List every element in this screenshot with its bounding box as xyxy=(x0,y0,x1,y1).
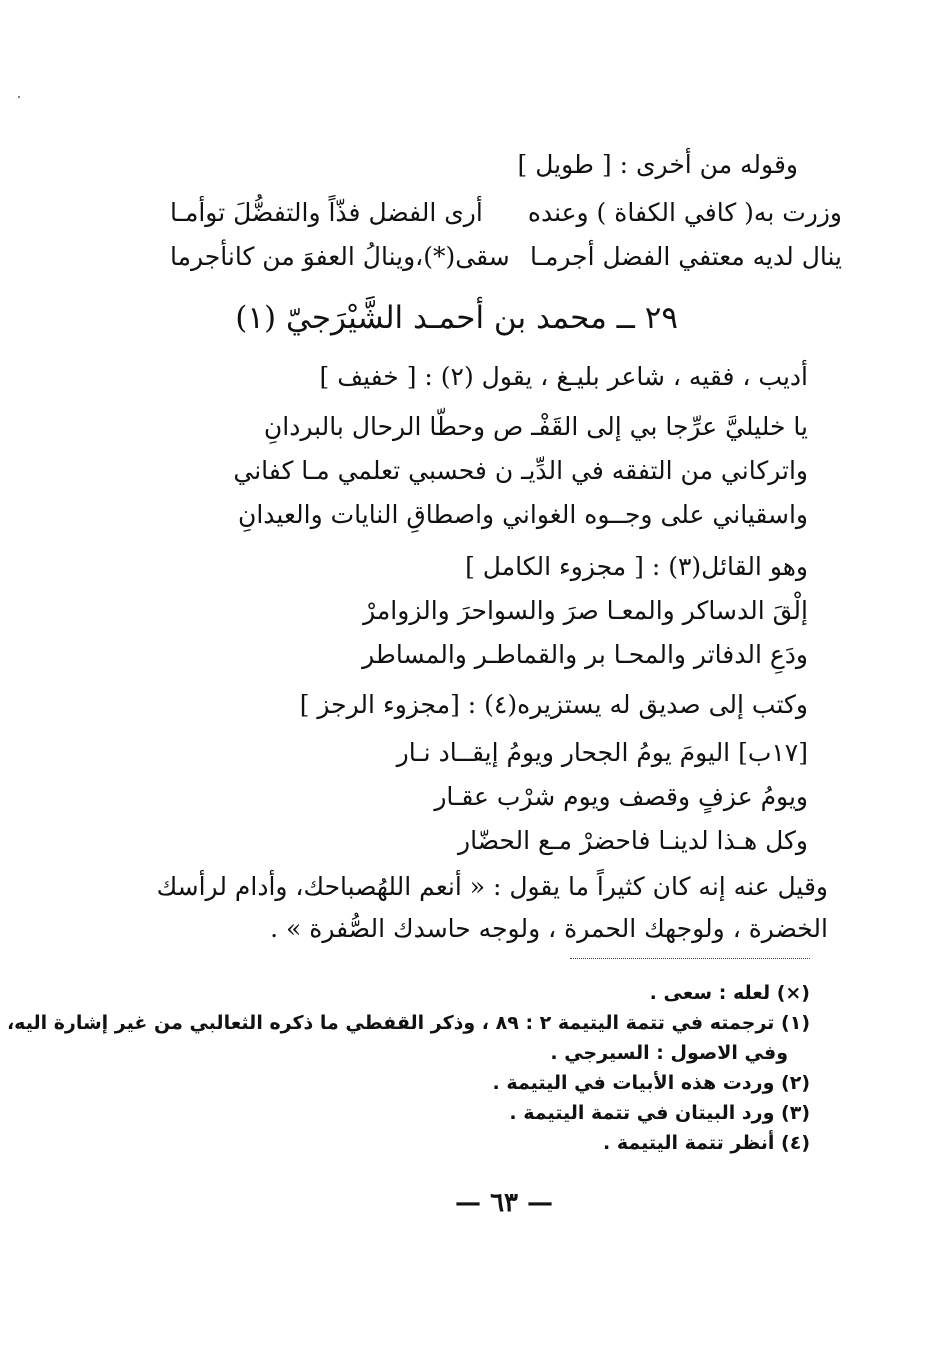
footnote-3: (٣) ورد البيتان في تتمة اليتيمة . xyxy=(509,1102,810,1124)
page-number: — ٦٣ — xyxy=(455,1188,554,1218)
poem4-verse-1: [١٧ب] اليومَ يومُ الجحار ويومُ إيقــاد نـار xyxy=(396,738,808,767)
poem1-verse-1 xyxy=(170,198,842,242)
footnote-1: (١) ترجمته في تتمة اليتيمة ٢ : ٨٩ ، وذكر القفطي ما ذكره الثعالبي من غير إشارة اليه، xyxy=(6,1012,810,1034)
bio-line: أديب ، فقيه ، شاعر بليـغ ، يقول (٢) : [ خفيف ] xyxy=(319,362,808,391)
prose-line-2: الخضرة ، ولوجهك الحمرة ، ولوجه حاسدك الصُّفرة » . xyxy=(270,914,828,943)
footnote-2: (٢) وردت هذه الأبيات في اليتيمة . xyxy=(492,1072,810,1094)
hemistich-second: سقى(*)،وينالُ العفوَ من كانأجرما xyxy=(170,242,510,271)
poem2-verse-3: واسقياني على وجــوه الغواني واصطاقِ النايات والعيدانِ xyxy=(237,500,808,529)
poem2-verse-2: واتركاني من التفقه في الدِّيـ ن فحسبي تعلمي مـا كفاني xyxy=(233,456,808,485)
intro-line: وقوله من أخرى : [ طويل ] xyxy=(517,150,798,179)
footnote-x: (×) لعله : سعى . xyxy=(649,982,810,1004)
hemistich-first: وزرت به( كافي الكفاة ) وعنده xyxy=(527,198,842,227)
prose-line-1: وقيل عنه إنه كان كثيراً ما يقول : « أنعم اللهُصباحك، وأدام لرأسك xyxy=(156,872,828,901)
intro-4: وكتب إلى صديق له يستزيره(٤) : [مجزوء الرجز ] xyxy=(299,690,808,719)
intro-3: وهو القائل(٣) : [ مجزوء الكامل ] xyxy=(465,552,808,581)
poem3-verse-1: إلْقَ الدساكر والمعـا صرَ والسواحرَ والزوامرْ xyxy=(363,596,808,625)
poem4-verse-3: وكل هـذا لدينـا فاحضرْ مـع الحضّار xyxy=(458,826,808,855)
footnote-1-continued: وفي الاصول : السيرجي . xyxy=(550,1042,788,1064)
hemistich-first: ينال لديه معتفي الفضل أجرمـا xyxy=(530,242,842,271)
entry-title: ٢٩ ــ محمد بن أحمـد الشَّيْرَجيّ (١) xyxy=(235,300,678,336)
poem1-verse-2 xyxy=(170,242,842,286)
hemistich-second: أرى الفضل فذّاً والتفضُّلَ توأمـا xyxy=(170,198,483,227)
scan-speck xyxy=(18,96,20,98)
poem2-verse-1: يا خليليَّ عرِّجا بي إلى القَفْـ ص وحطّا الرحال بالبردانِ xyxy=(263,412,808,441)
poem4-verse-2: ويومُ عزفٍ وقصف ويوم شرْب عقـار xyxy=(434,782,808,811)
footnote-4: (٤) أنظر تتمة اليتيمة . xyxy=(603,1132,810,1154)
footnote-separator xyxy=(570,958,810,959)
poem3-verse-2: ودَعِ الدفاتر والمحـا بر والقماطـر والمساطر xyxy=(362,640,808,669)
